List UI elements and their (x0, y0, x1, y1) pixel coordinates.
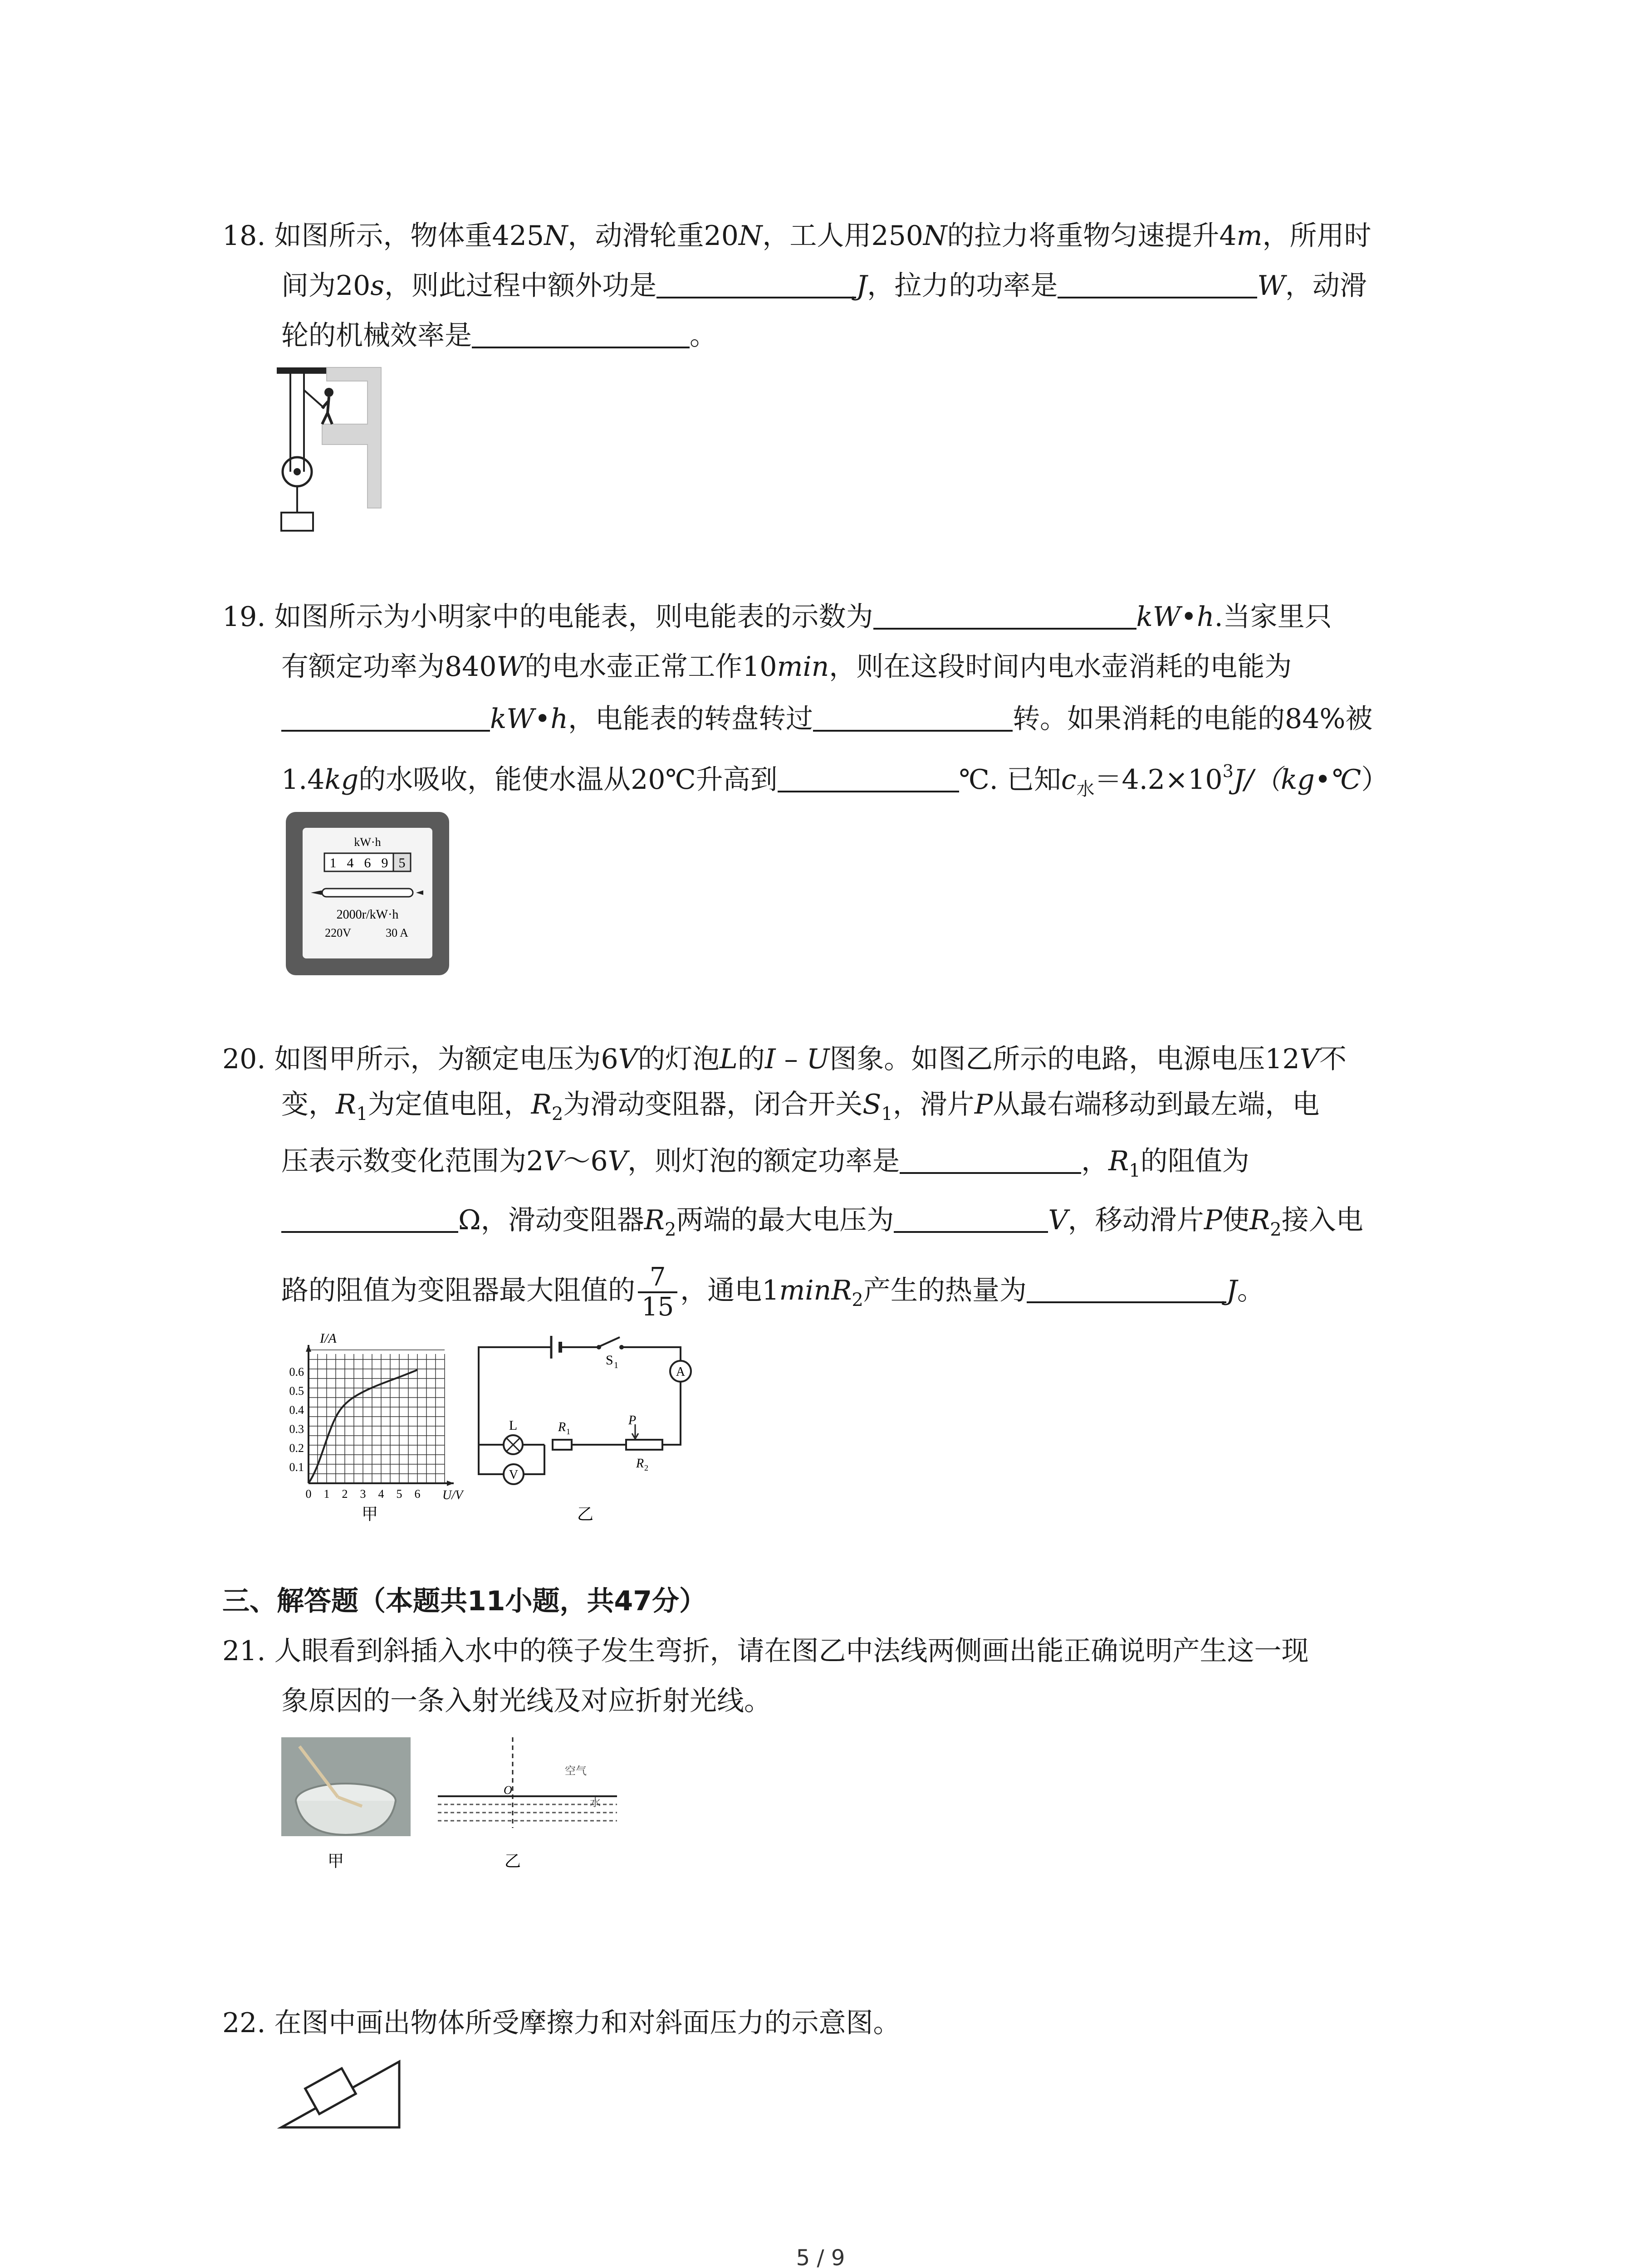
q21-line2: 象原因的一条入射光线及对应折射光线。 (281, 1685, 771, 1717)
slider-label: P (628, 1413, 637, 1427)
point-o-label: O (504, 1784, 512, 1797)
x-tick: 3 (360, 1487, 366, 1501)
q20-answer-blank-rated-power[interactable] (900, 1148, 1081, 1174)
q18-answer-blank-power[interactable] (1058, 272, 1257, 298)
switch-s1 (597, 1337, 624, 1370)
pulley-ceiling (277, 367, 327, 374)
svg-text:R: R (636, 1457, 644, 1471)
ammeter-label: A (676, 1365, 686, 1379)
incline-figure (277, 2050, 408, 2132)
graph-y-arrow (306, 1345, 311, 1352)
switch-label: S (606, 1353, 613, 1368)
photo-caption: 甲 (327, 1852, 344, 1870)
q19-answer-blank-temperature[interactable] (778, 766, 959, 792)
chopstick-photo (281, 1737, 413, 1873)
iu-graph-figure (268, 1325, 476, 1524)
meter-rate: 2000r/kW·h (336, 908, 399, 922)
circuit-figure (472, 1329, 726, 1524)
q22-line1: 22. 在图中画出物体所受摩擦力和对斜面压力的示意图。 (222, 2007, 901, 2039)
q19-number: 19. (222, 601, 266, 633)
page-number: 5 / 9 (796, 2245, 845, 2268)
q19-line4: 1.4kg的水吸收，能使水温从20℃升高到 ℃. 已知$c_水=4.2\times 10^3J/(kg•℃)$ (281, 761, 1389, 800)
graph-caption: 甲 (361, 1505, 378, 1523)
graph-y-ticks (289, 1365, 304, 1474)
q18-line3: 轮的机械效率是 。 (281, 320, 717, 352)
x-tick: 5 (396, 1487, 402, 1501)
meter-voltage: 220V (325, 926, 351, 939)
x-tick: 6 (414, 1487, 421, 1501)
q18-number: 18. (222, 220, 266, 252)
x-tick: 0 (305, 1487, 312, 1501)
y-tick: 0.1 (289, 1461, 304, 1474)
y-tick: 0.3 (289, 1422, 304, 1436)
q19-answer-blank-revolutions[interactable] (813, 705, 1013, 732)
diagram-caption: 乙 (504, 1852, 521, 1870)
q19-answer-blank-energy[interactable] (281, 705, 490, 732)
meter-digit: 4 (347, 855, 354, 870)
section-heading: 三、解答题（本题共11小题，共47分） (222, 1585, 706, 1617)
y-tick: 0.6 (289, 1365, 304, 1378)
resistor-r1 (553, 1420, 572, 1450)
q20-number: 20. (222, 1043, 266, 1075)
energy-meter-figure (284, 810, 451, 978)
q18-line1: 18. 如图所示，物体重425N，动滑轮重20N，工人用250N的拉力将重物匀速提升4m，所用时 (222, 220, 1372, 252)
circuit-caption: 乙 (577, 1505, 594, 1523)
voltmeter-label: V (509, 1468, 519, 1482)
q20-line2: 变，$R_1$为定值电阻，$R_2$为滑动变阻器，闭合开关$S_1$，滑片P从最右端移动到最左端，电 (281, 1089, 1320, 1124)
y-tick: 0.4 (289, 1403, 304, 1417)
meter-digit: 6 (364, 855, 371, 870)
q20-answer-blank-heat[interactable] (1027, 1277, 1226, 1303)
meter-digit-last: 5 (398, 855, 406, 870)
meter-disc-window (311, 889, 423, 897)
x-tick: 4 (378, 1487, 384, 1501)
q20-answer-blank-r1[interactable] (281, 1207, 458, 1233)
svg-text:R: R (558, 1420, 566, 1434)
fraction-7-15: $\frac{7}{15}$ (638, 1263, 677, 1321)
svg-text:1: 1 (614, 1360, 618, 1370)
meter-current: 30 A (386, 926, 408, 939)
q19-line3: kW•h，电能表的转盘转过 转。如果消耗的电能的84%被 (281, 705, 1372, 733)
pulley-rope-to-worker (304, 390, 324, 408)
q19-line2: 有额定功率为840W的电水壶正常工作10min，则在这段时间内电水壶消耗的电能为 (281, 651, 1292, 683)
q21-number: 21. (222, 1635, 266, 1667)
q18-answer-blank-efficiency[interactable] (472, 322, 690, 348)
graph-x-label: U/V (442, 1488, 463, 1502)
circuit-wires (479, 1347, 681, 1474)
q22-number: 22. (222, 2007, 266, 2039)
y-tick: 0.2 (289, 1442, 304, 1455)
graph-grid (309, 1350, 445, 1483)
ammeter (670, 1361, 691, 1382)
q20-line3: 压表示数变化范围为2V～6V，则灯泡的额定功率是 ，$R_1$的阻值为 (281, 1145, 1249, 1181)
svg-text:1: 1 (566, 1427, 570, 1436)
water-label: 水 (590, 1797, 601, 1809)
meter-digit: 1 (329, 855, 337, 870)
q19-answer-blank-reading[interactable] (873, 603, 1136, 630)
worker-body (322, 397, 332, 424)
q21-line1: 21. 人眼看到斜插入水中的筷子发生弯折，请在图乙中法线两侧画出能正确说明产生这一现 (222, 1635, 1309, 1667)
lamp-l (504, 1418, 523, 1454)
rheostat-r2 (626, 1413, 662, 1472)
q20-line4: Ω，滑动变阻器$R_2$两端的最大电压为 V，移动滑片P使$R_2$接入电 (281, 1207, 1363, 1243)
battery-symbol (551, 1336, 560, 1359)
x-tick: 2 (342, 1487, 348, 1501)
refraction-diagram (436, 1737, 626, 1873)
q20-line1: 20. 如图甲所示，为额定电压为6V的灯泡L的I – U图象。如图乙所示的电路，电源电压12V不 (222, 1043, 1347, 1075)
worker-head (324, 388, 333, 397)
q18-answer-blank-extra-work[interactable] (656, 272, 856, 298)
graph-y-label: I/A (320, 1331, 337, 1346)
air-label: 空气 (565, 1765, 587, 1777)
x-tick: 1 (323, 1487, 330, 1501)
lamp-label: L (509, 1418, 518, 1433)
pulley-axle (294, 468, 301, 475)
meter-digits (324, 853, 411, 871)
meter-unit: kW·h (354, 836, 381, 849)
q19-line1: 19. 如图所示为小明家中的电能表，则电能表的示数为 kW•h.当家里只 (222, 601, 1332, 633)
q20-answer-blank-max-voltage[interactable] (894, 1207, 1048, 1233)
meter-digit: 9 (381, 855, 388, 870)
graph-x-arrow (447, 1481, 454, 1486)
weight-block (281, 513, 313, 531)
svg-text:2: 2 (644, 1463, 648, 1472)
q20-line5: 路的阻值为变阻器最大阻值的 $\frac{7}{15}$ ，通电1minR$_2$产生的热量为 J。 (281, 1262, 1264, 1322)
pulley-figure (277, 363, 386, 544)
graph-x-ticks (306, 1487, 421, 1501)
voltmeter (504, 1464, 524, 1484)
y-tick: 0.5 (289, 1384, 304, 1398)
q18-line2: 间为20s，则此过程中额外功是 J，拉力的功率是 W，动滑 (281, 270, 1367, 302)
